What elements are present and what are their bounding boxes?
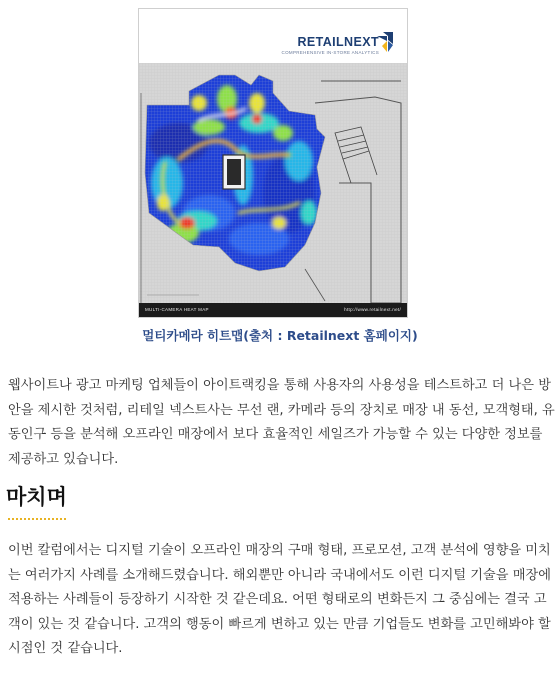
body-paragraph-1: 웹사이트나 광고 마케팅 업체들이 아이트랙킹을 통해 사용자의 사용성을 테스트하고 더 나은 방안을 제시한 것처럼, 리테일 넥스트사는 무선 랜, 카메라 등의 장치로 매장 내 동선, 모객형태, 유동인구 등을 분석해 오프라인 매장에서 보다 효율적인 세일즈가 가능할 수 있는 다양한 정보를 제공하고 있습니다. bbox=[8, 378, 555, 467]
central-display-fixture bbox=[223, 155, 245, 189]
heatmap-drawing bbox=[139, 63, 407, 303]
figure-footer-title: MULTI-CAMERA HEAT MAP bbox=[145, 307, 209, 312]
heatmap-image bbox=[139, 63, 407, 303]
figure-header bbox=[139, 9, 407, 63]
section-title-underline bbox=[8, 518, 66, 520]
figure-caption: 멀티카메라 히트맵(출처 : Retailnext 홈페이지) bbox=[142, 328, 418, 343]
retailnext-logo-icon bbox=[377, 32, 393, 52]
section-title: 마치며 bbox=[6, 485, 67, 509]
figure-footer bbox=[139, 303, 407, 317]
body-paragraph-2: 이번 칼럼에서는 디지털 기술이 오프라인 매장의 구매 형태, 프로모션, 고객 분석에 영향을 미치는 여러가지 사례를 소개해드렸습니다. 해외뿐만 아니라 국내에서도 이런 디지털 기술을 매장에 적용하는 사례들이 등장하기 시작한 것 같은데요. 어떤 형태로의 변화든지 그 중심에는 결국 고객이 있는 것 같습니다. 고객의 행동이 빠르게 변하고 있는 만큼 기업들도 변화를 고민해봐야 할 시점인 것 같습니다. bbox=[8, 543, 551, 657]
heatmap-figure bbox=[138, 8, 408, 318]
brand-tagline: COMPREHENSIVE IN-STORE ANALYTICS bbox=[281, 50, 379, 55]
brand-name: RETAILNEXT bbox=[297, 35, 379, 49]
figure-footer-url: http://www.retailnext.net/ bbox=[344, 307, 401, 312]
